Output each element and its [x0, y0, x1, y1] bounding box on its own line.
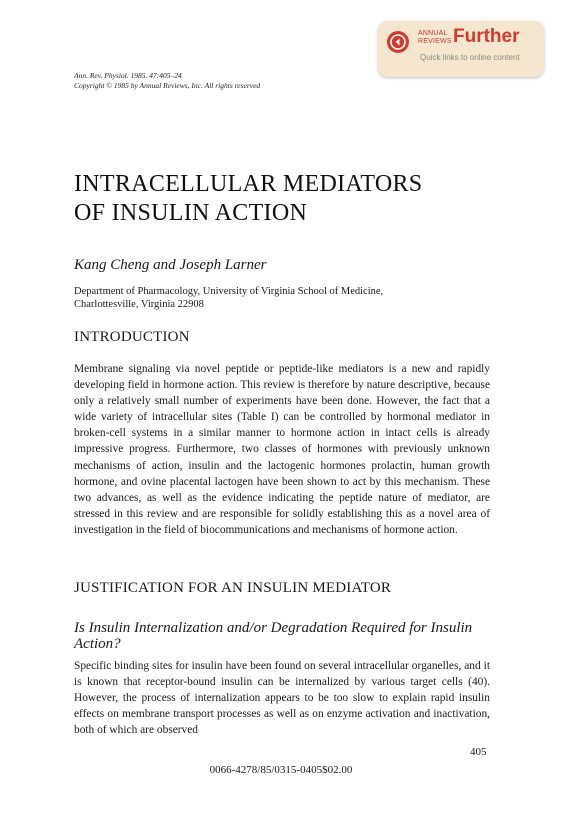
page-number: 405 [470, 746, 487, 758]
affiliation-line: Charlottesville, Virginia 22908 [74, 299, 204, 310]
further-badge[interactable] [378, 21, 544, 77]
title-line: OF INSULIN ACTION [74, 200, 308, 226]
quick-links-label: Quick links to online content [420, 53, 520, 62]
annual-reviews-logo-text: ANNUAL REVIEWS [418, 30, 452, 45]
play-arrow-icon [387, 31, 409, 53]
section-heading-introduction: INTRODUCTION [74, 329, 190, 345]
title-line: INTRACELLULAR MEDIATORS [74, 171, 423, 197]
article-code: 0066-4278/85/0315-0405$02.00 [209, 764, 353, 776]
citation-line: Ann. Rev. Physiol. 1985. 47:405–24 [74, 71, 182, 80]
copyright-line: Copyright © 1985 by Annual Reviews, Inc. All rights reserved [74, 81, 261, 90]
section-heading-justification: JUSTIFICATION FOR AN INSULIN MEDIATOR [74, 580, 392, 596]
justification-paragraph: Specific binding sites for insulin have been found on several intracellular organelles, and it is known that receptor-bound insulin can be internalized by various target cells (40). However, the process of internalization appears to be too slow to explain rapid insulin effects on membrane transport processes as well as on enzyme activation and inactivation, both of which are observed [74, 660, 490, 737]
page-title [74, 170, 422, 228]
introduction-paragraph: Membrane signaling via novel peptide or peptide-like mediators is a new and rapidly developing field in hormone action. This review is therefore by nature descriptive, because only a relatively small number of experiments have been done. However, the fact that a wide variety of intracellular sites (Table I) can be controlled by hormonal mediator in broken-cell systems in a similar manner to hormone action in intact cells is already impressive progress. Furthermore, two classes of hormones with previously unknown mechanisms of action, insulin and the lactogenic hormones prolactin, human growth hormone, and ovine placental lactogen have been shown to act by this mechanism. These two advances, as well as the evidence indicating the peptide nature of mediator, are stressed in this review and are responsible for solidly establishing this as a novel area of investigation in the field of biocommunications and mechanisms of hormone action. [74, 363, 490, 536]
affiliation [74, 285, 494, 311]
further-label: Further [453, 26, 520, 47]
affiliation-line: Department of Pharmacology, University of Virginia School of Medicine, [74, 286, 384, 297]
subsection-heading: Is Insulin Internalization and/or Degradation Required for Insulin Action? [74, 620, 473, 652]
authors: Kang Cheng and Joseph Larner [74, 257, 267, 273]
